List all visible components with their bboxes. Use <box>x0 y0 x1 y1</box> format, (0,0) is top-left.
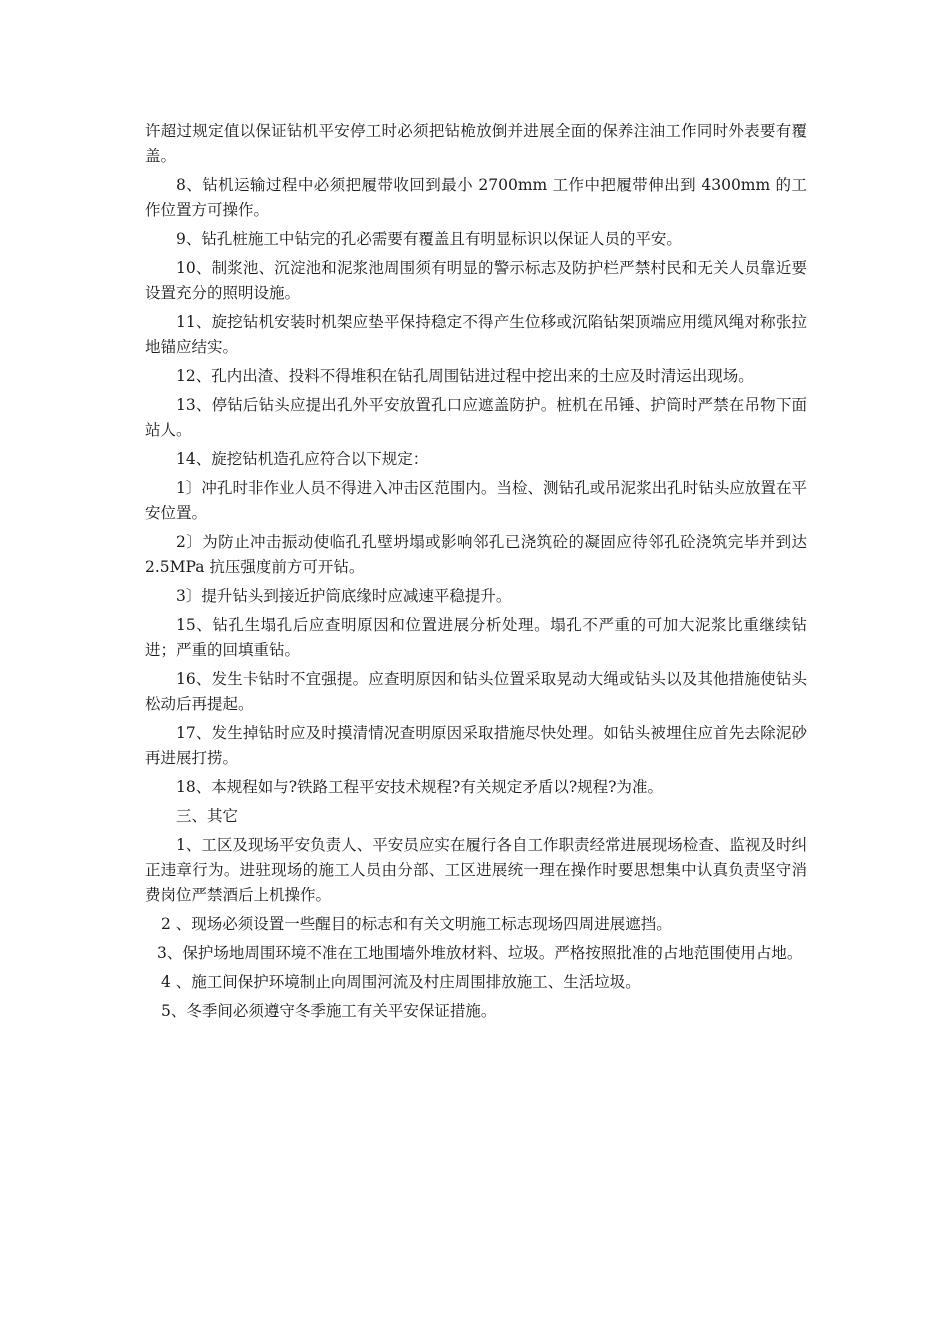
paragraph-item-11: 11、旋挖钻机安装时机架应垫平保持稳定不得产生位移或沉陷钻架顶端应用缆风绳对称张拉地锚应结实。 <box>145 313 807 356</box>
paragraph-item-14: 14、旋挖钻机造孔应符合以下规定： <box>176 450 429 468</box>
paragraph-other-3: 3、保护场地周围环境不准在工地围墙外堆放材料、垃圾。严格按照批准的占地范围使用占地。 <box>157 944 803 962</box>
paragraph-item-16: 16、发生卡钻时不宜强提。应查明原因和钻头位置采取晃动大绳或钻头以及其他措施使钻头松动后再提起。 <box>145 670 807 713</box>
paragraph-item-12: 12、孔内出渣、投料不得堆积在钻孔周围钻进过程中挖出来的土应及时清运出现场。 <box>176 367 754 385</box>
paragraph-item-9: 9、钻孔桩施工中钻完的孔必需要有覆盖且有明显标识以保证人员的平安。 <box>176 230 682 248</box>
paragraph-item-10: 10、制浆池、沉淀池和泥浆池周围须有明显的警示标志及防护栏严禁村民和无关人员靠近要设置充分的照明设施。 <box>145 259 807 302</box>
document-body <box>145 119 807 1028</box>
paragraph-subitem-3: 3〕提升钻头到接近护筒底缘时应减速平稳提升。 <box>176 587 512 605</box>
paragraph-item-15: 15、钻孔生塌孔后应查明原因和位置进展分析处理。塌孔不严重的可加大泥浆比重继续钻进；严重的回填重钻。 <box>145 616 807 659</box>
paragraph-other-2: 2 、现场必须设置一些醒目的标志和有关文明施工标志现场四周进展遮挡。 <box>161 915 672 933</box>
paragraph-other-4: 4 、施工间保护环境制止向周围河流及村庄周围排放施工、生活垃圾。 <box>161 973 641 991</box>
section-heading-other: 三、其它 <box>176 807 239 825</box>
paragraph-subitem-1: 1〕冲孔时非作业人员不得进入冲击区范围内。当检、测钻孔或吊泥浆出孔时钻头应放置在平安位置。 <box>145 479 807 522</box>
paragraph-other-5: 5、冬季间必须遵守冬季施工有关平安保证措施。 <box>161 1002 497 1020</box>
paragraph-item-17: 17、发生掉钻时应及时摸清情况查明原因采取措施尽快处理。如钻头被埋住应首先去除泥砂再进展打捞。 <box>145 724 807 767</box>
paragraph-other-1: 1、工区及现场平安负责人、平安员应实在履行各自工作职责经常进展现场检查、监视及时纠正违章行为。进驻现场的施工人员由分部、工区进展统一理在操作时要思想集中认真负责坚守消费岗位严禁酒后上机操作。 <box>145 836 807 904</box>
paragraph-continued: 许超过规定值以保证钻机平安停工时必须把钻桅放倒并进展全面的保养注油工作同时外表要有覆盖。 <box>145 122 807 165</box>
paragraph-subitem-2: 2〕为防止冲击振动使临孔孔壁坍塌或影响邻孔已浇筑砼的凝固应待邻孔砼浇筑完毕并到达 2.5MPa 抗压强度前方可开钻。 <box>145 533 807 576</box>
paragraph-item-8: 8、钻机运输过程中必须把履带收回到最小 2700mm 工作中把履带伸出到 4300mm 的工作位置方可操作。 <box>145 176 807 219</box>
paragraph-item-13: 13、停钻后钻头应提出孔外平安放置孔口应遮盖防护。桩机在吊锤、护筒时严禁在吊物下面站人。 <box>145 396 807 439</box>
paragraph-item-18: 18、本规程如与?铁路工程平安技术规程?有关规定矛盾以?规程?为准。 <box>176 778 663 796</box>
